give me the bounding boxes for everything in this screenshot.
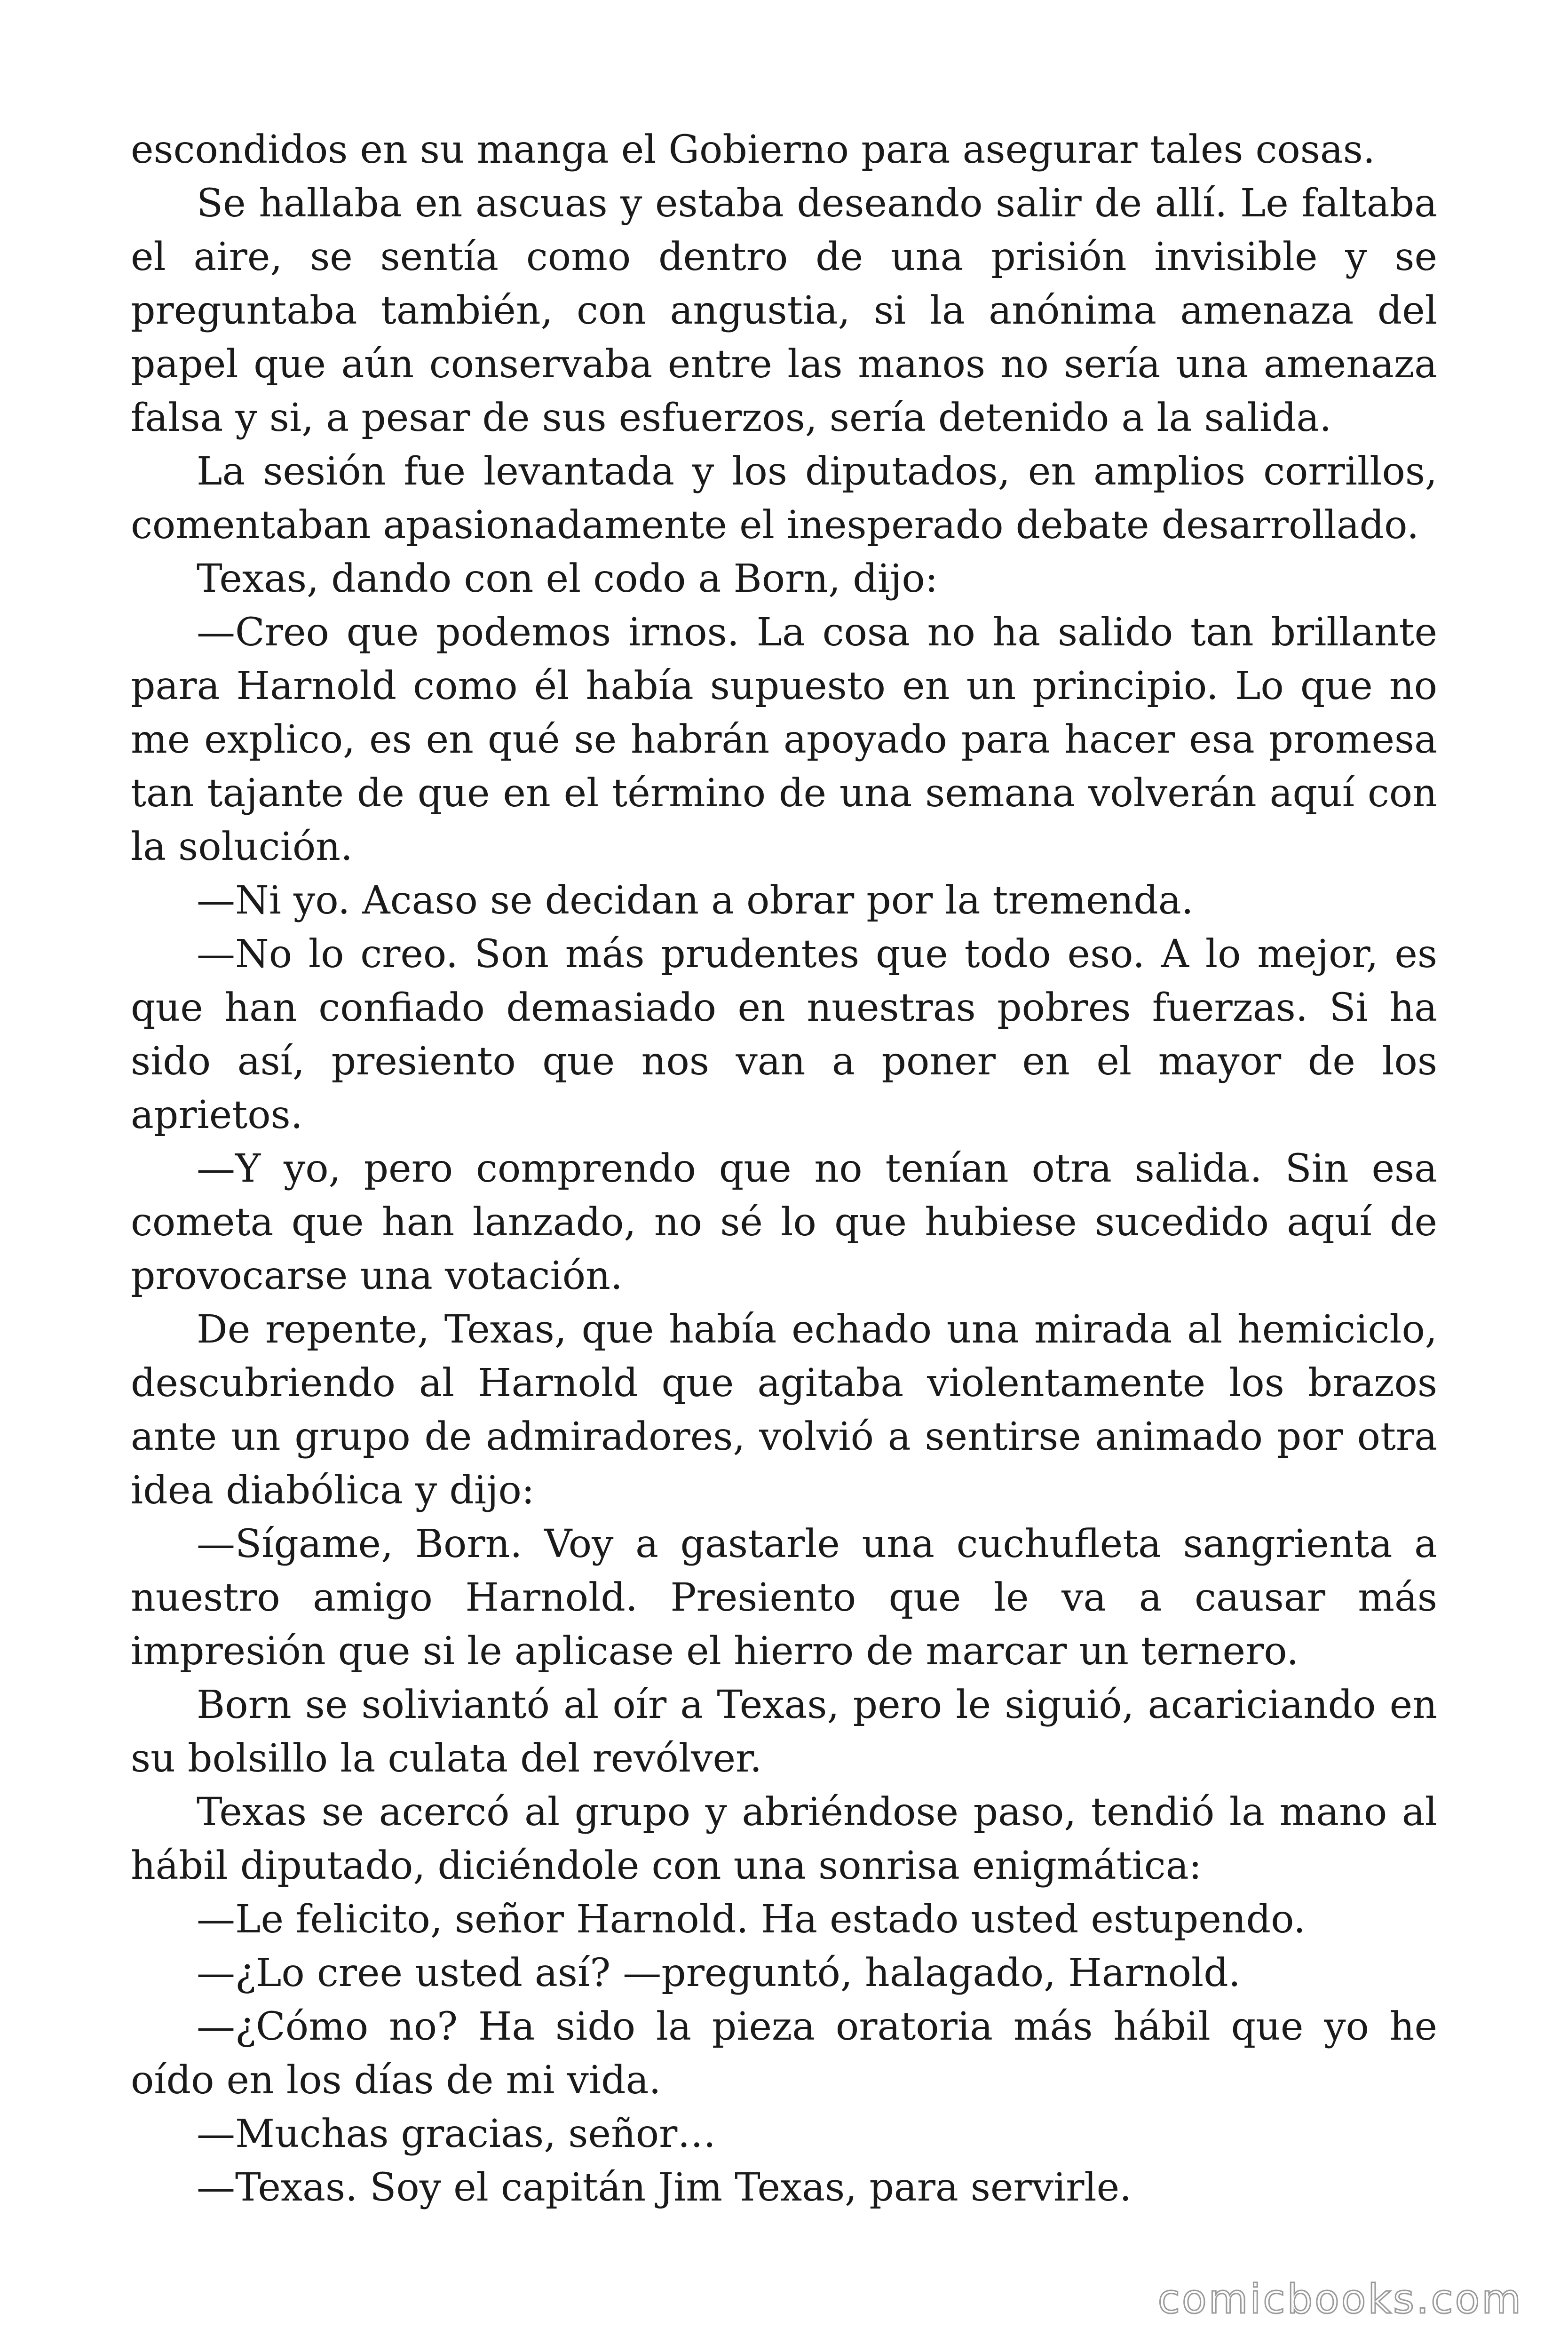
paragraph: Texas se acercó al grupo y abriéndose paso, tendió la mano al hábil diputado, diciéndole con una sonrisa enigmática: <box>131 1790 1437 1888</box>
dialogue-paragraph: —¿Lo cree usted así? —preguntó, halagado, Harnold. <box>197 1951 1241 1995</box>
dialogue-paragraph: —¿Cómo no? Ha sido la pieza oratoria más hábil que yo he oído en los días de mi vida. <box>131 2004 1437 2103</box>
paragraph: La sesión fue levantada y los diputados, en amplios corrillos, comentaban apasionadamente el inesperado debate desarrollado. <box>131 449 1437 548</box>
page-body <box>131 123 1437 2215</box>
paragraph: escondidos en su manga el Gobierno para asegurar tales cosas. <box>131 127 1375 172</box>
paragraph: Se hallaba en ascuas y estaba deseando salir de allí. Le faltaba el aire, se sentía como dentro de una prisión invisible y se preguntaba también, con angustia, si la anónima amenaza del papel que aún conservaba entre las manos no sería una amenaza falsa y si, a pesar de sus esfuerzos, sería detenido a la salida. <box>131 181 1437 440</box>
paragraph: Born se soliviantó al oír a Texas, pero le siguió, acariciando en su bolsillo la culata del revólver. <box>131 1683 1437 1781</box>
watermark: comicbooks.com <box>1157 2276 1523 2323</box>
dialogue-paragraph: —No lo creo. Son más prudentes que todo eso. A lo mejor, es que han confiado demasiado en nuestras pobres fuerzas. Si ha sido así, presiento que nos van a poner en el mayor de los aprietos. <box>131 932 1437 1137</box>
dialogue-paragraph: —Ni yo. Acaso se decidan a obrar por la tremenda. <box>197 878 1194 923</box>
paragraph: Texas, dando con el codo a Born, dijo: <box>197 556 938 601</box>
dialogue-paragraph: —Le felicito, señor Harnold. Ha estado usted estupendo. <box>197 1897 1306 1942</box>
dialogue-paragraph: —Muchas gracias, señor… <box>197 2112 716 2156</box>
paragraph: De repente, Texas, que había echado una mirada al hemiciclo, descubriendo al Harnold que agitaba violentamente los brazos ante un grupo de admiradores, volvió a sentirse animado por otra idea diabólica y dijo: <box>131 1307 1437 1513</box>
dialogue-paragraph: —Texas. Soy el capitán Jim Texas, para servirle. <box>197 2165 1132 2210</box>
dialogue-paragraph: —Sígame, Born. Voy a gastarle una cuchufleta sangrienta a nuestro amigo Harnold. Presiento que le va a causar más impresión que si le aplicase el hierro de marcar un ternero. <box>131 1522 1437 1674</box>
dialogue-paragraph: —Y yo, pero comprendo que no tenían otra salida. Sin esa cometa que han lanzado, no sé lo que hubiese sucedido aquí de provocarse una votación. <box>131 1146 1437 1298</box>
dialogue-paragraph: —Creo que podemos irnos. La cosa no ha salido tan brillante para Harnold como él había supuesto en un principio. Lo que no me explico, es en qué se habrán apoyado para hacer esa promesa tan tajante de que en el término de una semana volverán aquí con la solución. <box>131 610 1437 869</box>
